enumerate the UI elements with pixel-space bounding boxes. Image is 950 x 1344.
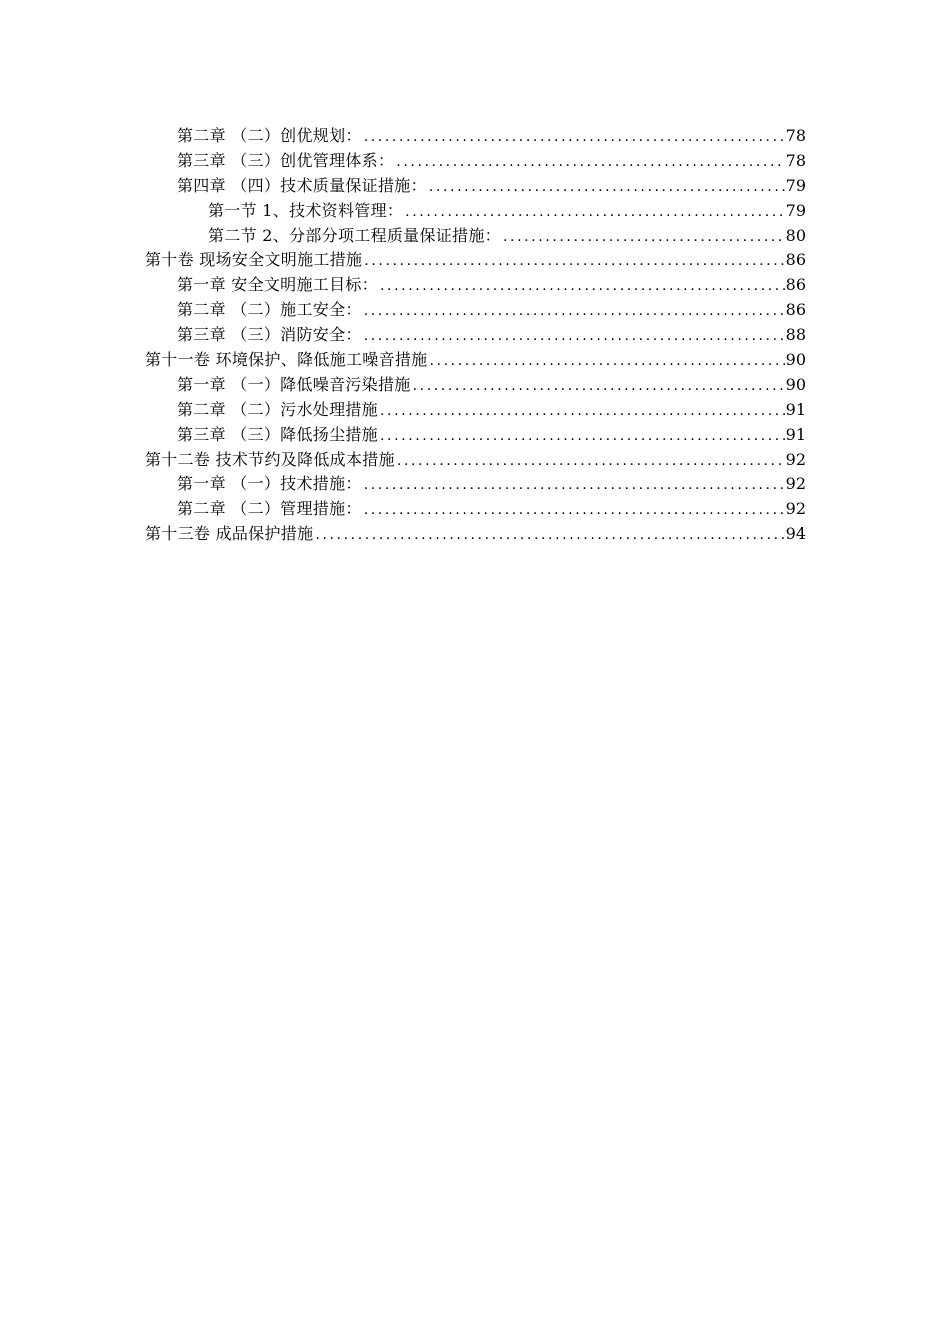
toc-entry-title: 第三章 （三）消防安全： (177, 325, 362, 345)
toc-entry-page: 86 (785, 300, 806, 320)
toc-dot-leader (428, 349, 785, 374)
toc-entry-title: 第十一卷 环境保护、降低施工噪音措施 (145, 350, 428, 370)
toc-entry (145, 398, 806, 423)
toc-entry (145, 149, 806, 174)
toc-dot-leader (427, 175, 785, 200)
toc-entry-page: 92 (785, 474, 806, 494)
toc-entry-title: 第十二卷 技术节约及降低成本措施 (145, 449, 395, 469)
toc-dot-leader (395, 449, 785, 474)
toc-dot-leader (362, 473, 785, 498)
toc-entry-page: 90 (785, 350, 806, 370)
toc-entry (145, 373, 806, 398)
toc-entry-title: 第十三卷 成品保护措施 (145, 524, 314, 544)
toc-entry (145, 522, 806, 547)
toc-entry-title: 第十卷 现场安全文明施工措施 (145, 250, 363, 270)
toc-entry-title: 第一章 （一）降低噪音污染措施 (177, 374, 411, 394)
toc-entry (145, 273, 806, 298)
toc-entry-title: 第二章 （二）污水处理措施 (177, 399, 378, 419)
toc-entry (145, 497, 806, 522)
toc-entry-page: 86 (785, 250, 806, 270)
toc-entry-page: 91 (785, 399, 806, 419)
toc-entry-page: 90 (785, 374, 806, 394)
toc-dot-leader (394, 150, 784, 175)
toc-entry-page: 79 (785, 200, 806, 220)
toc-entry-page: 91 (785, 424, 806, 444)
toc-entry (145, 472, 806, 497)
toc-dot-leader (313, 523, 784, 548)
toc-entry-title: 第二章 （二）管理措施： (177, 499, 362, 519)
toc-entry-page: 88 (785, 325, 806, 345)
toc-entry-title: 第三章 （三）创优管理体系： (177, 150, 395, 170)
toc-entry-page: 86 (785, 275, 806, 295)
toc-entry-page: 92 (785, 499, 806, 519)
toc-entry (145, 298, 806, 323)
toc-entry-page: 94 (785, 524, 806, 544)
toc-entry (145, 423, 806, 448)
toc-entry-title: 第二节 2、分部分项工程质量保证措施： (208, 225, 501, 245)
toc-dot-leader (362, 299, 785, 324)
toc-dot-leader (403, 200, 784, 225)
toc-entry-title: 第一节 1、技术资料管理： (208, 200, 404, 220)
toc-entry-page: 80 (785, 225, 806, 245)
toc-entry-title: 第三章 （三）降低扬尘措施 (177, 424, 378, 444)
table-of-contents (145, 124, 806, 547)
toc-dot-leader (501, 225, 785, 250)
toc-entry-page: 78 (785, 126, 806, 145)
toc-dot-leader (378, 274, 785, 299)
toc-dot-leader (378, 424, 785, 449)
toc-entry-title: 第四章 （四）技术质量保证措施： (177, 175, 427, 195)
toc-entry-page: 79 (785, 175, 806, 195)
toc-entry (145, 323, 806, 348)
toc-dot-leader (362, 125, 785, 150)
toc-dot-leader (362, 324, 785, 349)
toc-entry (145, 224, 806, 249)
toc-entry-title: 第一章 安全文明施工目标： (177, 275, 378, 295)
toc-entry (145, 448, 806, 473)
toc-entry (145, 348, 806, 373)
toc-entry-title: 第二章 （二）创优规划： (177, 126, 362, 145)
toc-entry (145, 199, 806, 224)
toc-entry (145, 174, 806, 199)
toc-dot-leader (362, 249, 784, 274)
toc-dot-leader (411, 374, 785, 399)
toc-entry (145, 248, 806, 273)
toc-entry-page: 78 (785, 150, 806, 170)
toc-dot-leader (378, 399, 785, 424)
toc-entry-page: 92 (785, 449, 806, 469)
toc-entry-title: 第一章 （一）技术措施： (177, 474, 362, 494)
toc-entry (145, 124, 806, 149)
toc-entry-title: 第二章 （二）施工安全： (177, 300, 362, 320)
toc-dot-leader (362, 498, 785, 523)
